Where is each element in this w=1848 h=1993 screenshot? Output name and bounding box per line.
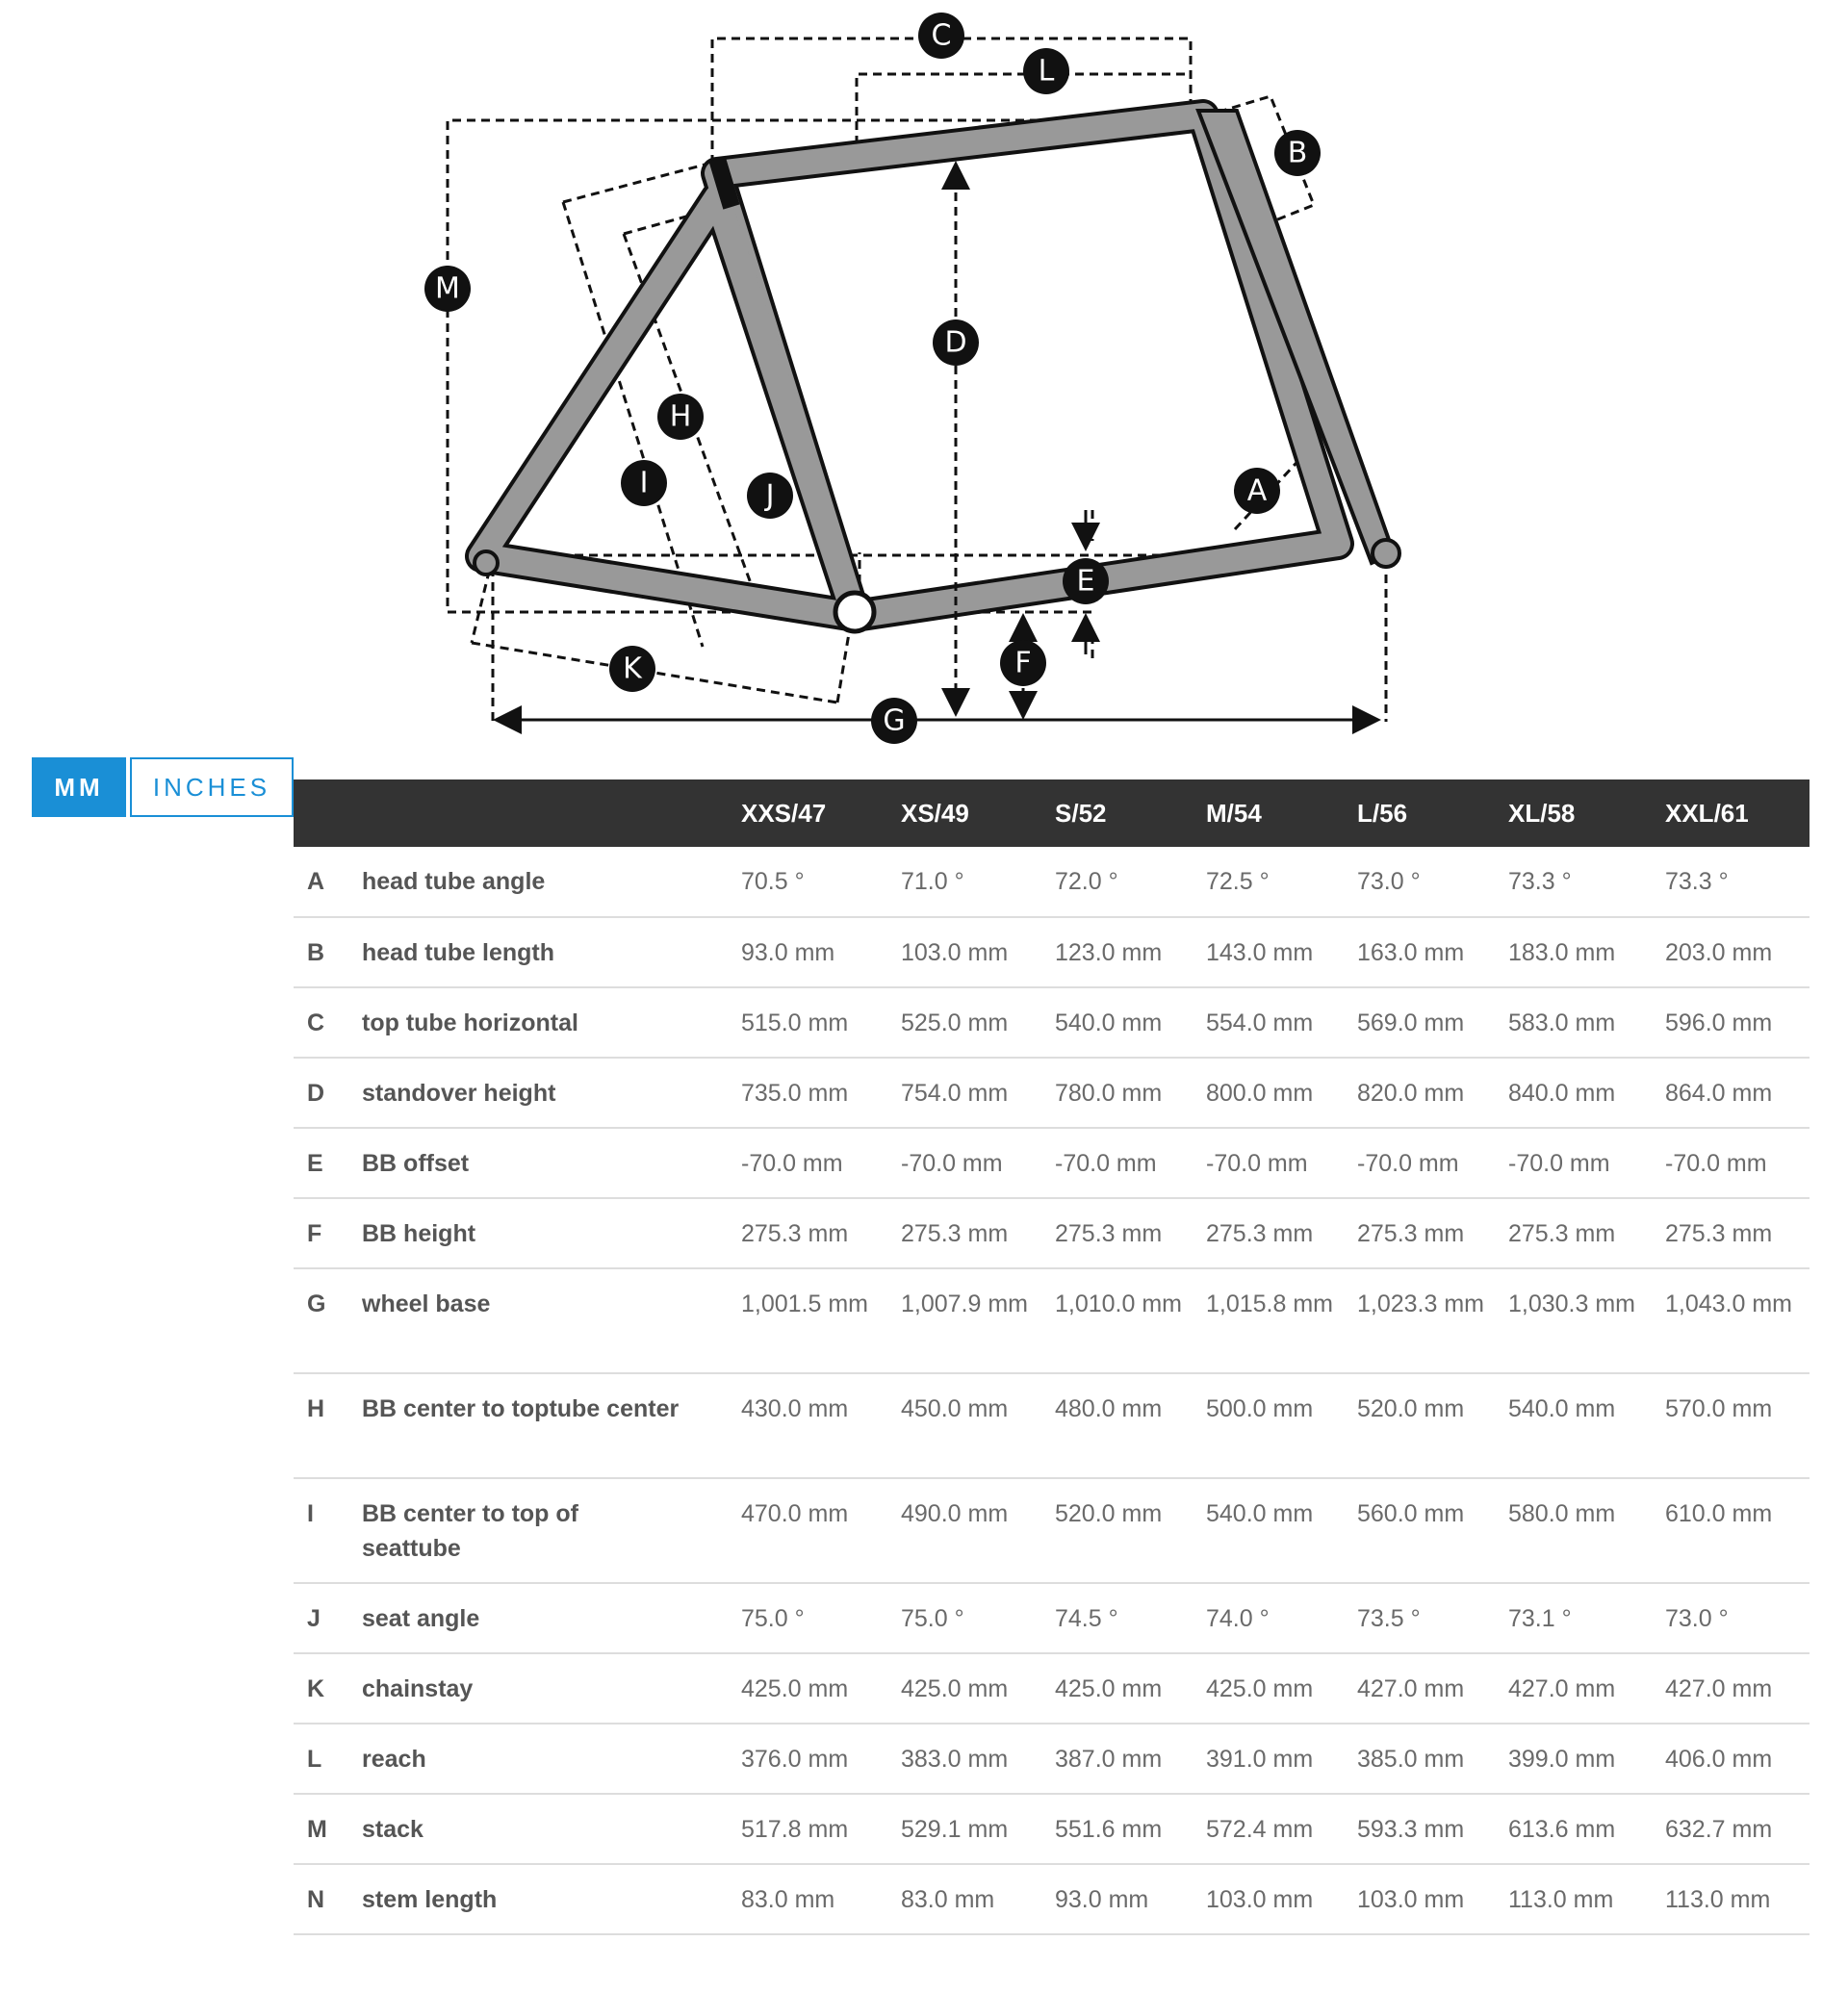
- size-header: S/52: [1055, 798, 1107, 828]
- row-value: 72.5 °: [1206, 847, 1357, 917]
- svg-text:M: M: [435, 271, 460, 306]
- row-value: 470.0 mm: [741, 1478, 901, 1583]
- svg-text:L: L: [1038, 54, 1055, 89]
- row-key: C: [294, 987, 362, 1058]
- row-value: 1,001.5 mm: [741, 1268, 901, 1373]
- row-value: 103.0 mm: [1357, 1864, 1508, 1934]
- row-value: 70.5 °: [741, 847, 901, 917]
- row-name: standover height: [362, 1058, 741, 1128]
- header-key: [294, 779, 362, 847]
- callout-k: [609, 646, 655, 692]
- row-key: N: [294, 1864, 362, 1934]
- callout-i: [621, 460, 667, 506]
- row-value: 583.0 mm: [1508, 987, 1665, 1058]
- row-name: stem length: [362, 1864, 741, 1934]
- callout-d: [933, 319, 979, 366]
- row-value: 735.0 mm: [741, 1058, 901, 1128]
- row-value: 515.0 mm: [741, 987, 901, 1058]
- svg-text:F: F: [1014, 646, 1032, 680]
- row-value: 1,007.9 mm: [901, 1268, 1055, 1373]
- row-key: H: [294, 1373, 362, 1478]
- row-key: D: [294, 1058, 362, 1128]
- row-value: 596.0 mm: [1665, 987, 1810, 1058]
- svg-text:H: H: [669, 399, 692, 434]
- row-value: 72.0 °: [1055, 847, 1206, 917]
- callout-g: [871, 698, 917, 744]
- row-value: 427.0 mm: [1357, 1653, 1508, 1724]
- row-value: 480.0 mm: [1055, 1373, 1206, 1478]
- table-row: [294, 847, 1810, 917]
- row-value: 540.0 mm: [1508, 1373, 1665, 1478]
- row-value: 103.0 mm: [901, 917, 1055, 987]
- callout-j: [747, 473, 793, 519]
- row-value: 580.0 mm: [1508, 1478, 1665, 1583]
- table-row: [294, 1198, 1810, 1268]
- row-value: 500.0 mm: [1206, 1373, 1357, 1478]
- frame-geometry-diagram: [0, 0, 1848, 751]
- row-value: 1,030.3 mm: [1508, 1268, 1665, 1373]
- row-value: 517.8 mm: [741, 1794, 901, 1864]
- row-name: wheel base: [362, 1268, 741, 1373]
- row-value: 754.0 mm: [901, 1058, 1055, 1128]
- row-value: 864.0 mm: [1665, 1058, 1810, 1128]
- row-value: 540.0 mm: [1206, 1478, 1357, 1583]
- row-key: J: [294, 1583, 362, 1653]
- row-value: 93.0 mm: [1055, 1864, 1206, 1934]
- row-value: 820.0 mm: [1357, 1058, 1508, 1128]
- geometry-table: [294, 779, 1810, 1935]
- callout-l: [1023, 48, 1069, 94]
- row-value: 75.0 °: [901, 1583, 1055, 1653]
- table-row: [294, 1794, 1810, 1864]
- row-value: 73.3 °: [1508, 847, 1665, 917]
- row-key: L: [294, 1724, 362, 1794]
- row-value: 425.0 mm: [741, 1653, 901, 1724]
- row-name: head tube angle: [362, 847, 741, 917]
- row-value: 73.0 °: [1665, 1583, 1810, 1653]
- svg-text:C: C: [931, 18, 952, 53]
- svg-text:A: A: [1246, 473, 1268, 508]
- row-value: -70.0 mm: [1665, 1128, 1810, 1198]
- row-value: 143.0 mm: [1206, 917, 1357, 987]
- row-value: 83.0 mm: [901, 1864, 1055, 1934]
- header-name: [362, 779, 741, 847]
- row-value: 74.0 °: [1206, 1583, 1357, 1653]
- row-name: top tube horizontal: [362, 987, 741, 1058]
- row-value: 113.0 mm: [1665, 1864, 1810, 1934]
- size-header: XXL/61: [1665, 798, 1749, 828]
- size-header: XS/49: [901, 798, 969, 828]
- row-value: 593.3 mm: [1357, 1794, 1508, 1864]
- row-name: BB center to toptube center: [362, 1373, 741, 1478]
- table-row: [294, 1128, 1810, 1198]
- row-value: 551.6 mm: [1055, 1794, 1206, 1864]
- callout-a: [1234, 468, 1280, 514]
- row-value: 427.0 mm: [1665, 1653, 1810, 1724]
- row-value: 1,015.8 mm: [1206, 1268, 1357, 1373]
- row-value: 610.0 mm: [1665, 1478, 1810, 1583]
- row-value: -70.0 mm: [901, 1128, 1055, 1198]
- row-name: reach: [362, 1724, 741, 1794]
- table-row: [294, 1724, 1810, 1794]
- row-key: A: [294, 847, 362, 917]
- row-key: F: [294, 1198, 362, 1268]
- row-value: 560.0 mm: [1357, 1478, 1508, 1583]
- unit-inches-button[interactable]: INCHES: [130, 757, 294, 817]
- row-key: I: [294, 1478, 362, 1583]
- row-value: 529.1 mm: [901, 1794, 1055, 1864]
- row-value: 275.3 mm: [1508, 1198, 1665, 1268]
- callout-m: [424, 266, 471, 312]
- row-value: 554.0 mm: [1206, 987, 1357, 1058]
- size-header: XL/58: [1508, 798, 1576, 828]
- table-row: [294, 1864, 1810, 1934]
- row-value: -70.0 mm: [1055, 1128, 1206, 1198]
- svg-text:I: I: [639, 466, 649, 500]
- row-value: 123.0 mm: [1055, 917, 1206, 987]
- row-value: 183.0 mm: [1508, 917, 1665, 987]
- row-value: 399.0 mm: [1508, 1724, 1665, 1794]
- row-key: M: [294, 1794, 362, 1864]
- row-value: 520.0 mm: [1357, 1373, 1508, 1478]
- row-value: 450.0 mm: [901, 1373, 1055, 1478]
- svg-text:D: D: [944, 325, 967, 360]
- table-header-row: [294, 779, 1810, 847]
- row-value: 840.0 mm: [1508, 1058, 1665, 1128]
- row-value: 425.0 mm: [1055, 1653, 1206, 1724]
- row-value: 391.0 mm: [1206, 1724, 1357, 1794]
- row-value: -70.0 mm: [1508, 1128, 1665, 1198]
- row-key: G: [294, 1268, 362, 1373]
- row-value: 385.0 mm: [1357, 1724, 1508, 1794]
- row-value: 275.3 mm: [901, 1198, 1055, 1268]
- row-value: 387.0 mm: [1055, 1724, 1206, 1794]
- callout-b: [1274, 130, 1321, 176]
- table-row: [294, 1478, 1810, 1583]
- row-value: 1,010.0 mm: [1055, 1268, 1206, 1373]
- row-value: 632.7 mm: [1665, 1794, 1810, 1864]
- row-value: 73.3 °: [1665, 847, 1810, 917]
- table-row: [294, 1373, 1810, 1478]
- row-value: 490.0 mm: [901, 1478, 1055, 1583]
- row-key: E: [294, 1128, 362, 1198]
- row-value: 275.3 mm: [1055, 1198, 1206, 1268]
- row-value: 103.0 mm: [1206, 1864, 1357, 1934]
- row-name: stack: [362, 1794, 741, 1864]
- svg-text:G: G: [883, 703, 906, 738]
- row-key: K: [294, 1653, 362, 1724]
- row-value: 275.3 mm: [741, 1198, 901, 1268]
- row-value: 525.0 mm: [901, 987, 1055, 1058]
- row-value: 570.0 mm: [1665, 1373, 1810, 1478]
- row-value: 73.5 °: [1357, 1583, 1508, 1653]
- table-row: [294, 1058, 1810, 1128]
- table-row: [294, 917, 1810, 987]
- size-header: XXS/47: [741, 798, 827, 828]
- row-value: 71.0 °: [901, 847, 1055, 917]
- table-row: [294, 1653, 1810, 1724]
- table-row: [294, 1268, 1810, 1373]
- row-value: 613.6 mm: [1508, 1794, 1665, 1864]
- svg-text:K: K: [623, 652, 642, 686]
- row-value: 75.0 °: [741, 1583, 901, 1653]
- table-row: [294, 987, 1810, 1058]
- row-value: 572.4 mm: [1206, 1794, 1357, 1864]
- row-value: 376.0 mm: [741, 1724, 901, 1794]
- row-value: 74.5 °: [1055, 1583, 1206, 1653]
- row-name: head tube length: [362, 917, 741, 987]
- svg-text:J: J: [765, 478, 775, 513]
- row-value: 800.0 mm: [1206, 1058, 1357, 1128]
- row-value: 73.0 °: [1357, 847, 1508, 917]
- row-value: 163.0 mm: [1357, 917, 1508, 987]
- row-value: 93.0 mm: [741, 917, 901, 987]
- row-value: 406.0 mm: [1665, 1724, 1810, 1794]
- row-value: 1,043.0 mm: [1665, 1268, 1810, 1373]
- row-key: B: [294, 917, 362, 987]
- row-name: seat angle: [362, 1583, 741, 1653]
- row-value: -70.0 mm: [1357, 1128, 1508, 1198]
- row-value: 83.0 mm: [741, 1864, 901, 1934]
- table-row: [294, 1583, 1810, 1653]
- row-name: BB offset: [362, 1128, 741, 1198]
- unit-toggle: [32, 757, 294, 817]
- row-value: 520.0 mm: [1055, 1478, 1206, 1583]
- row-name: BB center to top of seattube: [362, 1478, 741, 1583]
- svg-text:B: B: [1287, 136, 1308, 170]
- row-value: 425.0 mm: [901, 1653, 1055, 1724]
- row-value: -70.0 mm: [741, 1128, 901, 1198]
- row-value: 383.0 mm: [901, 1724, 1055, 1794]
- unit-mm-button[interactable]: MM: [32, 757, 126, 817]
- callout-e: [1063, 558, 1109, 604]
- size-header: L/56: [1357, 798, 1408, 828]
- row-value: 113.0 mm: [1508, 1864, 1665, 1934]
- size-header: M/54: [1206, 798, 1262, 828]
- row-name: chainstay: [362, 1653, 741, 1724]
- row-value: 275.3 mm: [1206, 1198, 1357, 1268]
- row-value: 1,023.3 mm: [1357, 1268, 1508, 1373]
- callout-c: [918, 13, 964, 59]
- row-value: 73.1 °: [1508, 1583, 1665, 1653]
- row-value: 203.0 mm: [1665, 917, 1810, 987]
- svg-text:E: E: [1076, 564, 1095, 599]
- row-value: 540.0 mm: [1055, 987, 1206, 1058]
- row-value: 275.3 mm: [1357, 1198, 1508, 1268]
- row-name: BB height: [362, 1198, 741, 1268]
- row-value: 275.3 mm: [1665, 1198, 1810, 1268]
- callout-h: [657, 394, 704, 440]
- row-value: 430.0 mm: [741, 1373, 901, 1478]
- row-value: 427.0 mm: [1508, 1653, 1665, 1724]
- row-value: -70.0 mm: [1206, 1128, 1357, 1198]
- callout-f: [1000, 640, 1046, 686]
- row-value: 569.0 mm: [1357, 987, 1508, 1058]
- row-value: 425.0 mm: [1206, 1653, 1357, 1724]
- row-value: 780.0 mm: [1055, 1058, 1206, 1128]
